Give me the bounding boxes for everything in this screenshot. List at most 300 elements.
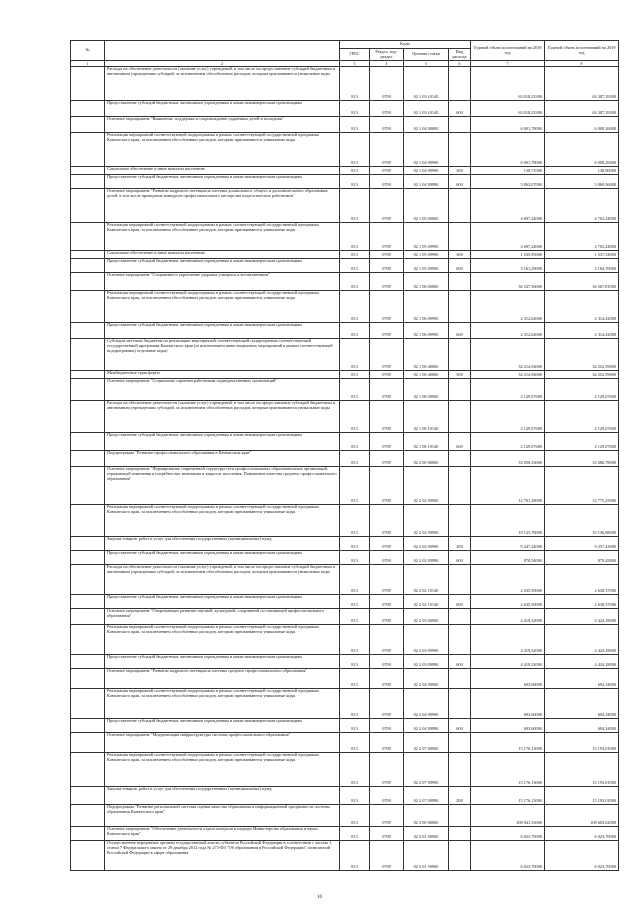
row-target: 02 1 04 09990 bbox=[404, 175, 449, 189]
row-number bbox=[71, 827, 105, 841]
row-2019: 63 387,39300 bbox=[545, 101, 619, 117]
row-type bbox=[449, 669, 471, 689]
row-section: 0709 bbox=[370, 67, 404, 101]
row-number bbox=[71, 655, 105, 669]
row-grbs: 813 bbox=[340, 175, 370, 189]
row-target: 02 2 00 00000 bbox=[404, 451, 449, 467]
row-target: 02 1 06 09990 bbox=[404, 323, 449, 339]
row-name: Реализация мероприятий соответствующей подпрограммы в рамках соответствующей государственной программы Камчатского края, за исключением обособленных расходов, которым присваиваются уникальные коды bbox=[105, 505, 340, 537]
col-section-header: Раздел, под-раздел bbox=[370, 49, 404, 61]
row-grbs: 813 bbox=[340, 451, 370, 467]
row-number bbox=[71, 67, 105, 101]
row-2018: 63 018,23300 bbox=[471, 101, 545, 117]
row-type bbox=[449, 451, 471, 467]
row-2019: 63 387,39300 bbox=[545, 67, 619, 101]
row-2018: 15 176,13000 bbox=[471, 753, 545, 787]
row-type: 600 bbox=[449, 433, 471, 451]
row-name: Расходы на обеспечение деятельности (оказание услуг) учреждений, в том числе на предоставление субсидий бюджетным и автономным учреждениям субсидий, за исключением обособленных расходов, которым присваиваются уникальные коды bbox=[105, 401, 340, 433]
row-target: 02 1 05 00000 bbox=[404, 189, 449, 223]
row-grbs: 813 bbox=[340, 67, 370, 101]
row-grbs: 813 bbox=[340, 609, 370, 625]
row-section: 0709 bbox=[370, 595, 404, 609]
row-number bbox=[71, 117, 105, 133]
row-number bbox=[71, 719, 105, 733]
colnum-6: 6 bbox=[449, 61, 471, 67]
table-row bbox=[71, 551, 619, 565]
row-section: 0709 bbox=[370, 323, 404, 339]
row-type bbox=[449, 689, 471, 719]
colnum-4: 4 bbox=[370, 61, 404, 67]
row-2019: 6 023,70000 bbox=[545, 827, 619, 841]
row-name: Основное мероприятие "Развитие кадрового потенциала системы дошкольного, общего и дополнительного образования детей, в том числе проведение конкурсов профессионального мастерства педагогических работников" bbox=[105, 189, 340, 223]
row-2019: 4 424,18000 bbox=[545, 625, 619, 655]
row-2018: 693,60000 bbox=[471, 669, 545, 689]
row-name: Осуществление переданных органам государственной власти субъектов Российской Федерации в соответствии с частью 1 статьи 7 Федерального закона от 29 декабря 2012 года № 273-ФЗ "Об образовании в Российской Федерации" полномочий Российской Федерации в сфере образования bbox=[105, 841, 340, 871]
row-number bbox=[71, 537, 105, 551]
col-target-header: Целевая статья bbox=[404, 49, 449, 61]
row-2019: 10 136,88000 bbox=[545, 505, 619, 537]
row-type bbox=[449, 401, 471, 433]
row-name: Закупка товаров, работ и услуг для обеспечения государственных (муниципальных) нужд bbox=[105, 787, 340, 805]
table-row bbox=[71, 655, 619, 669]
row-2018: 6 023,70000 bbox=[471, 841, 545, 871]
row-name: Основное мероприятие "Развитие кадрового потенциала системы среднего профессионального образования" bbox=[105, 669, 340, 689]
row-target: 02 2 07 00000 bbox=[404, 733, 449, 753]
row-target: 02 2 02 10140 bbox=[404, 595, 449, 609]
row-2019: 879,45000 bbox=[545, 551, 619, 565]
row-2019: 108 603,62000 bbox=[545, 805, 619, 827]
row-2018: 2 312,62000 bbox=[471, 323, 545, 339]
row-target: 02 2 04 09990 bbox=[404, 689, 449, 719]
row-section: 0709 bbox=[370, 339, 404, 371]
row-2018: 63 018,23300 bbox=[471, 67, 545, 101]
row-target: 02 2 02 00000 bbox=[404, 467, 449, 505]
row-2019: 6 008,26000 bbox=[545, 133, 619, 167]
row-target: 02 1 08 00000 bbox=[404, 379, 449, 401]
row-number bbox=[71, 273, 105, 291]
table-row bbox=[71, 433, 619, 451]
table-row bbox=[71, 133, 619, 167]
table-row bbox=[71, 101, 619, 117]
row-target: 02 3 01 00000 bbox=[404, 827, 449, 841]
row-number bbox=[71, 101, 105, 117]
row-2019: 694,34000 bbox=[545, 669, 619, 689]
table-row bbox=[71, 689, 619, 719]
row-2018: 9 247,24000 bbox=[471, 537, 545, 551]
row-target: 02 2 04 09990 bbox=[404, 719, 449, 733]
col-name-header bbox=[105, 41, 340, 61]
row-grbs: 813 bbox=[340, 251, 370, 259]
row-name: Предоставление субсидий бюджетным, автономным учреждениям и иным некоммерческим организациям bbox=[105, 655, 340, 669]
row-2018: 2 635,50000 bbox=[471, 595, 545, 609]
row-grbs: 813 bbox=[340, 625, 370, 655]
table-row bbox=[71, 371, 619, 379]
row-target: 02 1 08 10140 bbox=[404, 433, 449, 451]
row-section: 0709 bbox=[370, 189, 404, 223]
row-grbs: 813 bbox=[340, 223, 370, 251]
row-section: 0709 bbox=[370, 167, 404, 175]
row-target: 02 1 03 10140 bbox=[404, 101, 449, 117]
row-target: 02 2 07 09990 bbox=[404, 753, 449, 787]
row-2018: 36 527,56000 bbox=[471, 273, 545, 291]
row-2019: 694,34000 bbox=[545, 689, 619, 719]
row-target: 02 1 06 40060 bbox=[404, 339, 449, 371]
table-row bbox=[71, 67, 619, 101]
row-section: 0709 bbox=[370, 371, 404, 379]
row-number bbox=[71, 841, 105, 871]
row-2019: 4 424,18000 bbox=[545, 609, 619, 625]
row-target: 02 2 02 09990 bbox=[404, 537, 449, 551]
row-2018: 2 635,50000 bbox=[471, 565, 545, 595]
row-type: 600 bbox=[449, 551, 471, 565]
row-type: 600 bbox=[449, 655, 471, 669]
row-grbs: 813 bbox=[340, 753, 370, 787]
col-grbs-header: ГРБС bbox=[340, 49, 370, 61]
row-name: Предоставление субсидий бюджетным, автономным учреждениям и иным некоммерческим организациям bbox=[105, 175, 340, 189]
row-target: 02 1 08 10140 bbox=[404, 401, 449, 433]
row-number bbox=[71, 189, 105, 223]
row-type bbox=[449, 625, 471, 655]
row-name: Предоставление субсидий бюджетным, автономным учреждениям и иным некоммерческим организациям bbox=[105, 719, 340, 733]
row-number bbox=[71, 505, 105, 537]
row-type bbox=[449, 291, 471, 323]
table-row bbox=[71, 451, 619, 467]
row-number bbox=[71, 625, 105, 655]
table-row bbox=[71, 669, 619, 689]
row-2018: 4 697,24000 bbox=[471, 223, 545, 251]
row-section: 0709 bbox=[370, 117, 404, 133]
row-name: Реализация мероприятий соответствующей подпрограммы в рамках соответствующей государственной программы Камчатского края, за исключением обособленных расходов, которым присваиваются уникальные коды bbox=[105, 223, 340, 251]
row-grbs: 813 bbox=[340, 719, 370, 733]
row-type bbox=[449, 505, 471, 537]
row-section: 0709 bbox=[370, 505, 404, 537]
table-row bbox=[71, 379, 619, 401]
row-name: Предоставление субсидий бюджетным, автономным учреждениям и иным некоммерческим организациям bbox=[105, 101, 340, 117]
row-type bbox=[449, 133, 471, 167]
row-section: 0709 bbox=[370, 537, 404, 551]
row-name: Субсидии местным бюджетам на реализацию мероприятий соответствующей подпрограммы соответствующей государственной программы Камчатского края (за исключением инвестиционных мероприятий в рамках соответствующей подпрограммы) отдельные коды) bbox=[105, 339, 340, 371]
row-number bbox=[71, 291, 105, 323]
row-target: 02 2 02 10140 bbox=[404, 565, 449, 595]
row-2019: 6 008,26000 bbox=[545, 117, 619, 133]
row-2018: 1 535,95000 bbox=[471, 251, 545, 259]
row-grbs: 813 bbox=[340, 551, 370, 565]
row-number bbox=[71, 175, 105, 189]
row-2019: 4 702,24000 bbox=[545, 223, 619, 251]
table-body bbox=[71, 67, 619, 871]
row-number bbox=[71, 595, 105, 609]
row-section: 0709 bbox=[370, 733, 404, 753]
row-2019: 5 869,36000 bbox=[545, 175, 619, 189]
row-2019: 4 702,24000 bbox=[545, 189, 619, 223]
row-section: 0709 bbox=[370, 401, 404, 433]
row-2019: 2 638,37000 bbox=[545, 565, 619, 595]
row-name: Предоставление субсидий бюджетным, автономным учреждениям и иным некоммерческим организациям bbox=[105, 323, 340, 339]
table-row bbox=[71, 401, 619, 433]
row-section: 0709 bbox=[370, 787, 404, 805]
row-number bbox=[71, 805, 105, 827]
row-section: 0709 bbox=[370, 251, 404, 259]
row-section: 0709 bbox=[370, 133, 404, 167]
row-grbs: 813 bbox=[340, 167, 370, 175]
row-2018: 4 419,32000 bbox=[471, 625, 545, 655]
colnum-3: 3 bbox=[340, 61, 370, 67]
row-type: 200 bbox=[449, 787, 471, 805]
row-name: Предоставление субсидий бюджетным, автономным учреждениям и иным некоммерческим организациям bbox=[105, 595, 340, 609]
row-2018: 4 419,32000 bbox=[471, 655, 545, 669]
row-number bbox=[71, 401, 105, 433]
table-row bbox=[71, 339, 619, 371]
table-row bbox=[71, 841, 619, 871]
row-section: 0709 bbox=[370, 223, 404, 251]
row-2018: 10 125,78000 bbox=[471, 505, 545, 537]
row-grbs: 813 bbox=[340, 339, 370, 371]
row-section: 0709 bbox=[370, 379, 404, 401]
col-2019-header: Годовой объем ассигнований на 2019 год bbox=[545, 41, 619, 61]
row-2018: 4 419,32000 bbox=[471, 609, 545, 625]
row-2019: 15 193,01000 bbox=[545, 753, 619, 787]
row-grbs: 813 bbox=[340, 733, 370, 753]
colnum-5: 5 bbox=[404, 61, 449, 67]
row-grbs: 813 bbox=[340, 117, 370, 133]
row-section: 0709 bbox=[370, 259, 404, 273]
table-row bbox=[71, 537, 619, 551]
row-type bbox=[449, 273, 471, 291]
row-2018: 4 697,24000 bbox=[471, 189, 545, 223]
table-row bbox=[71, 273, 619, 291]
table-row bbox=[71, 753, 619, 787]
row-grbs: 813 bbox=[340, 669, 370, 689]
row-target: 02 3 01 59900 bbox=[404, 841, 449, 871]
row-type bbox=[449, 467, 471, 505]
row-name: Основное мероприятие "Обеспечение деятельности отдела контроля и надзора Министерства образования и науки Камчатского края" bbox=[105, 827, 340, 841]
row-2018: 108 041,33000 bbox=[471, 805, 545, 827]
row-name: Основное мероприятие "Модернизация инфраструктуры системы профессионального образования" bbox=[105, 733, 340, 753]
row-type: 600 bbox=[449, 719, 471, 733]
row-2019: 2 129,07600 bbox=[545, 379, 619, 401]
row-grbs: 813 bbox=[340, 291, 370, 323]
header-row-top bbox=[71, 41, 619, 49]
row-section: 0709 bbox=[370, 841, 404, 871]
row-2019: 1 537,54000 bbox=[545, 251, 619, 259]
row-name: Основное мероприятие "Социальные гарантии работникам подведомственных организаций" bbox=[105, 379, 340, 401]
table-row bbox=[71, 805, 619, 827]
row-grbs: 813 bbox=[340, 841, 370, 871]
row-grbs: 813 bbox=[340, 273, 370, 291]
row-number bbox=[71, 753, 105, 787]
row-2018: 33 050,33000 bbox=[471, 451, 545, 467]
row-2018: 5 863,07000 bbox=[471, 175, 545, 189]
row-type bbox=[449, 223, 471, 251]
row-type bbox=[449, 805, 471, 827]
colnum-2: 2 bbox=[105, 61, 340, 67]
row-name: Подпрограмма "Развитие региональной системы оценки качества образования и информационной прозрачности системы образования Камчатского края" bbox=[105, 805, 340, 827]
row-section: 0709 bbox=[370, 719, 404, 733]
row-target: 02 1 05 09990 bbox=[404, 251, 449, 259]
row-section: 0709 bbox=[370, 753, 404, 787]
row-2019: 34 252,59000 bbox=[545, 371, 619, 379]
table-row bbox=[71, 625, 619, 655]
table-row bbox=[71, 467, 619, 505]
row-type: 200 bbox=[449, 537, 471, 551]
row-number bbox=[71, 609, 105, 625]
row-section: 0709 bbox=[370, 609, 404, 625]
row-name: Реализация мероприятий соответствующей подпрограммы в рамках соответствующей государственной программы Камчатского края, за исключением обособленных расходов, которым присваиваются уникальные коды bbox=[105, 133, 340, 167]
row-2018: 6 023,70000 bbox=[471, 827, 545, 841]
row-2018: 34 214,94000 bbox=[471, 371, 545, 379]
row-2018: 693,60000 bbox=[471, 719, 545, 733]
row-type: 600 bbox=[449, 175, 471, 189]
row-2018: 2 129,07600 bbox=[471, 401, 545, 433]
row-type bbox=[449, 379, 471, 401]
row-number bbox=[71, 259, 105, 273]
table-row bbox=[71, 223, 619, 251]
row-2018: 693,60000 bbox=[471, 689, 545, 719]
colnum-7: 7 bbox=[471, 61, 545, 67]
row-target: 02 3 00 00000 bbox=[404, 805, 449, 827]
codes-group-header: Коды bbox=[340, 41, 471, 49]
row-number bbox=[71, 167, 105, 175]
row-number bbox=[71, 467, 105, 505]
table-row bbox=[71, 719, 619, 733]
row-type: 500 bbox=[449, 371, 471, 379]
row-target: 02 2 04 00000 bbox=[404, 669, 449, 689]
row-name: Реализация мероприятий соответствующей подпрограммы в рамках соответствующей государственной программы Камчатского края, за исключением обособленных расходов, которым присваиваются уникальные коды bbox=[105, 625, 340, 655]
row-type bbox=[449, 827, 471, 841]
row-name: Социальное обеспечение и иные выплаты населению bbox=[105, 251, 340, 259]
row-2019: 6 023,70000 bbox=[545, 841, 619, 871]
row-2018: 2 129,07600 bbox=[471, 433, 545, 451]
row-type bbox=[449, 841, 471, 871]
row-number bbox=[71, 223, 105, 251]
row-type bbox=[449, 609, 471, 625]
row-number bbox=[71, 433, 105, 451]
row-type: 600 bbox=[449, 323, 471, 339]
row-number bbox=[71, 733, 105, 753]
row-name: Подпрограмма "Развитие профессионального образования в Камчатском крае" bbox=[105, 451, 340, 467]
budget-table bbox=[70, 40, 619, 871]
row-name: Закупка товаров, работ и услуг для обеспечения государственных (муниципальных) нужд bbox=[105, 537, 340, 551]
row-target: 02 1 06 00000 bbox=[404, 273, 449, 291]
colnum-1: 1 bbox=[71, 61, 105, 67]
row-name: Реализация мероприятий соответствующей подпрограммы в рамках соответствующей государственной программы Камчатского края, за исключением обособленных расходов, которым присваиваются уникальные коды bbox=[105, 689, 340, 719]
row-number bbox=[71, 323, 105, 339]
row-type bbox=[449, 67, 471, 101]
row-target: 02 1 05 09990 bbox=[404, 223, 449, 251]
row-type bbox=[449, 339, 471, 371]
row-grbs: 813 bbox=[340, 565, 370, 595]
row-grbs: 813 bbox=[340, 689, 370, 719]
row-grbs: 813 bbox=[340, 401, 370, 433]
table-row bbox=[71, 595, 619, 609]
row-2019: 2 638,37000 bbox=[545, 595, 619, 609]
row-target: 02 2 02 09990 bbox=[404, 505, 449, 537]
row-type bbox=[449, 189, 471, 223]
row-name: Социальное обеспечение и иные выплаты населению bbox=[105, 167, 340, 175]
row-2019: 2 129,07600 bbox=[545, 433, 619, 451]
row-target: 02 1 03 10140 bbox=[404, 67, 449, 101]
row-2018: 15 176,13000 bbox=[471, 733, 545, 753]
row-2019: 4 424,18000 bbox=[545, 655, 619, 669]
row-grbs: 813 bbox=[340, 655, 370, 669]
row-name: Расходы на обеспечение деятельности (оказание услуг) учреждений, в том числе на предоставление субсидий бюджетным и автономным учреждениям субсидий, за исключением обособленных расходов, которым присваиваются уникальные коды bbox=[105, 565, 340, 595]
row-section: 0709 bbox=[370, 273, 404, 291]
row-number bbox=[71, 133, 105, 167]
page-number: 16 bbox=[317, 895, 322, 900]
row-grbs: 813 bbox=[340, 379, 370, 401]
table-row bbox=[71, 175, 619, 189]
row-name: Основное мероприятие "Выявление, поддержка и сопровождение одаренных детей и молодежи" bbox=[105, 117, 340, 133]
row-target: 02 2 03 09990 bbox=[404, 625, 449, 655]
row-type bbox=[449, 565, 471, 595]
row-target: 02 1 04 09990 bbox=[404, 167, 449, 175]
row-type bbox=[449, 117, 471, 133]
row-section: 0709 bbox=[370, 565, 404, 595]
col-num-header: № bbox=[71, 41, 105, 61]
colnum-8: 8 bbox=[545, 61, 619, 67]
table-row bbox=[71, 565, 619, 595]
row-type: 300 bbox=[449, 167, 471, 175]
row-section: 0709 bbox=[370, 551, 404, 565]
row-2019: 2 314,42000 bbox=[545, 323, 619, 339]
row-2018: 6 001,78000 bbox=[471, 133, 545, 167]
row-2019: 3 164,70000 bbox=[545, 259, 619, 273]
table-row bbox=[71, 609, 619, 625]
row-type: 600 bbox=[449, 595, 471, 609]
row-name: Основное мероприятие "Опережающее развитие научной, культурной, спортивной составляющей профессионального образования" bbox=[105, 609, 340, 625]
row-target: 02 2 03 09990 bbox=[404, 655, 449, 669]
row-grbs: 813 bbox=[340, 133, 370, 167]
row-2019: 15 193,01000 bbox=[545, 787, 619, 805]
row-grbs: 813 bbox=[340, 505, 370, 537]
row-target: 02 2 03 00000 bbox=[404, 609, 449, 625]
row-section: 0709 bbox=[370, 805, 404, 827]
row-section: 0709 bbox=[370, 291, 404, 323]
row-2019: 12 775,25000 bbox=[545, 467, 619, 505]
row-section: 0709 bbox=[370, 827, 404, 841]
row-grbs: 813 bbox=[340, 805, 370, 827]
row-number bbox=[71, 689, 105, 719]
row-section: 0709 bbox=[370, 689, 404, 719]
table-row bbox=[71, 323, 619, 339]
table-row bbox=[71, 291, 619, 323]
row-section: 0709 bbox=[370, 669, 404, 689]
table-row bbox=[71, 251, 619, 259]
row-target: 02 2 02 09990 bbox=[404, 551, 449, 565]
table-row bbox=[71, 167, 619, 175]
row-2019: 33 086,78000 bbox=[545, 451, 619, 467]
row-section: 0709 bbox=[370, 101, 404, 117]
row-2018: 3 161,29000 bbox=[471, 259, 545, 273]
row-name: Предоставление субсидий бюджетным, автономным учреждениям и иным некоммерческим организациям bbox=[105, 259, 340, 273]
table-row bbox=[71, 505, 619, 537]
row-target: 02 1 06 09990 bbox=[404, 291, 449, 323]
row-number bbox=[71, 565, 105, 595]
row-2018: 15 176,13000 bbox=[471, 787, 545, 805]
row-grbs: 813 bbox=[340, 827, 370, 841]
row-name: Реализация мероприятий соответствующей подпрограммы в рамках соответствующей государственной программы Камчатского края, за исключением обособленных расходов, которым присваиваются уникальные коды bbox=[105, 753, 340, 787]
row-2019: 2 314,42000 bbox=[545, 291, 619, 323]
row-name: Реализация мероприятий соответствующей подпрограммы в рамках соответствующей государственной программы Камчатского края, за исключением обособленных расходов, которым присваиваются уникальные коды bbox=[105, 291, 340, 323]
row-2019: 34 252,59000 bbox=[545, 339, 619, 371]
row-number bbox=[71, 251, 105, 259]
table-row bbox=[71, 827, 619, 841]
row-2018: 2 129,07600 bbox=[471, 379, 545, 401]
row-number bbox=[71, 787, 105, 805]
row-section: 0709 bbox=[370, 433, 404, 451]
row-number bbox=[71, 451, 105, 467]
row-type: 600 bbox=[449, 259, 471, 273]
